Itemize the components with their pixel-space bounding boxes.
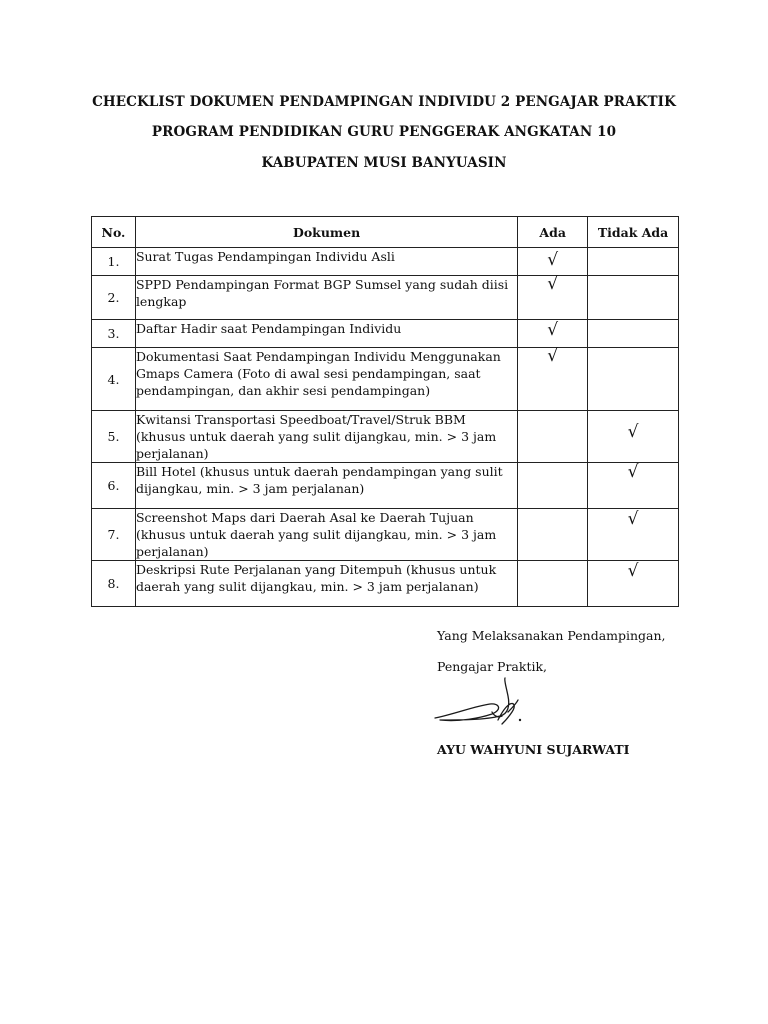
row-document: Kwitansi Transportasi Speedboat/Travel/Struk BBM (khusus untuk daerah yang sulit dijangkau, min. > 3 jam perjalanan) [135,411,517,463]
checklist-table [91,216,679,607]
table-row [92,248,679,276]
program-title: PROGRAM PENDIDIKAN GURU PENGGERAK ANGKATAN 10 [151,124,617,140]
row-tidak-ada-cell [588,320,679,348]
check-mark: √ [627,422,639,442]
check-mark: √ [547,320,559,340]
row-tidak-ada-cell [588,509,679,561]
row-ada-cell [518,320,588,348]
column-header-no: No. [92,217,136,248]
row-ada-cell [518,463,588,509]
row-ada-cell [518,248,588,276]
table-header-row [92,217,679,248]
row-ada-cell [518,561,588,607]
check-mark: √ [627,509,639,529]
table-row [92,463,679,509]
row-ada-cell [518,411,588,463]
handwritten-signature [430,676,550,736]
column-header-ada: Ada [518,217,588,248]
check-mark: √ [627,561,639,581]
signatory-name: AYU WAHYUNI SUJARWATI [437,742,630,757]
row-number: 7. [92,509,136,561]
check-mark: √ [627,462,639,482]
row-tidak-ada-cell [588,248,679,276]
column-header-tidak-ada: Tidak Ada [588,217,679,248]
check-mark: √ [547,274,559,294]
row-document: Deskripsi Rute Perjalanan yang Ditempuh (khusus untuk daerah yang sulit dijangkau, min. > 3 jam perjalanan) [135,561,517,607]
row-number: 3. [92,320,136,348]
row-number: 2. [92,276,136,320]
row-document: Bill Hotel (khusus untuk daerah pendampingan yang sulit dijangkau, min. > 3 jam perjalanan) [135,463,517,509]
row-document: Screenshot Maps dari Daerah Asal ke Daerah Tujuan (khusus untuk daerah yang sulit dijangkau, min. > 3 jam perjalanan) [135,509,517,561]
signature-role: Pengajar Praktik, [437,659,548,674]
row-tidak-ada-cell [588,463,679,509]
check-mark: √ [547,250,559,270]
row-document: Surat Tugas Pendampingan Individu Asli [135,248,517,276]
check-mark: √ [547,346,559,366]
column-header-dokumen: Dokumen [135,217,517,248]
table-row [92,348,679,411]
row-ada-cell [518,348,588,411]
table-row [92,509,679,561]
row-tidak-ada-cell [588,276,679,320]
row-tidak-ada-cell [588,348,679,411]
row-number: 8. [92,561,136,607]
row-tidak-ada-cell [588,411,679,463]
signature-caption: Yang Melaksanakan Pendampingan, [437,628,666,643]
table-row [92,411,679,463]
row-number: 6. [92,463,136,509]
table-row [92,320,679,348]
row-number: 4. [92,348,136,411]
row-document: Daftar Hadir saat Pendampingan Individu [135,320,517,348]
row-document: SPPD Pendampingan Format BGP Sumsel yang sudah diisi lengkap [135,276,517,320]
row-tidak-ada-cell [588,561,679,607]
table-row [92,276,679,320]
region-title: KABUPATEN MUSI BANYUASIN [261,155,507,171]
row-ada-cell [518,509,588,561]
row-number: 5. [92,411,136,463]
table-row [92,561,679,607]
row-document: Dokumentasi Saat Pendampingan Individu Menggunakan Gmaps Camera (Foto di awal sesi pendampingan, saat pendampingan, dan akhir sesi pendampingan) [135,348,517,411]
row-number: 1. [92,248,136,276]
row-ada-cell [518,276,588,320]
document-title: CHECKLIST DOKUMEN PENDAMPINGAN INDIVIDU 2 PENGAJAR PRAKTIK [92,94,676,110]
